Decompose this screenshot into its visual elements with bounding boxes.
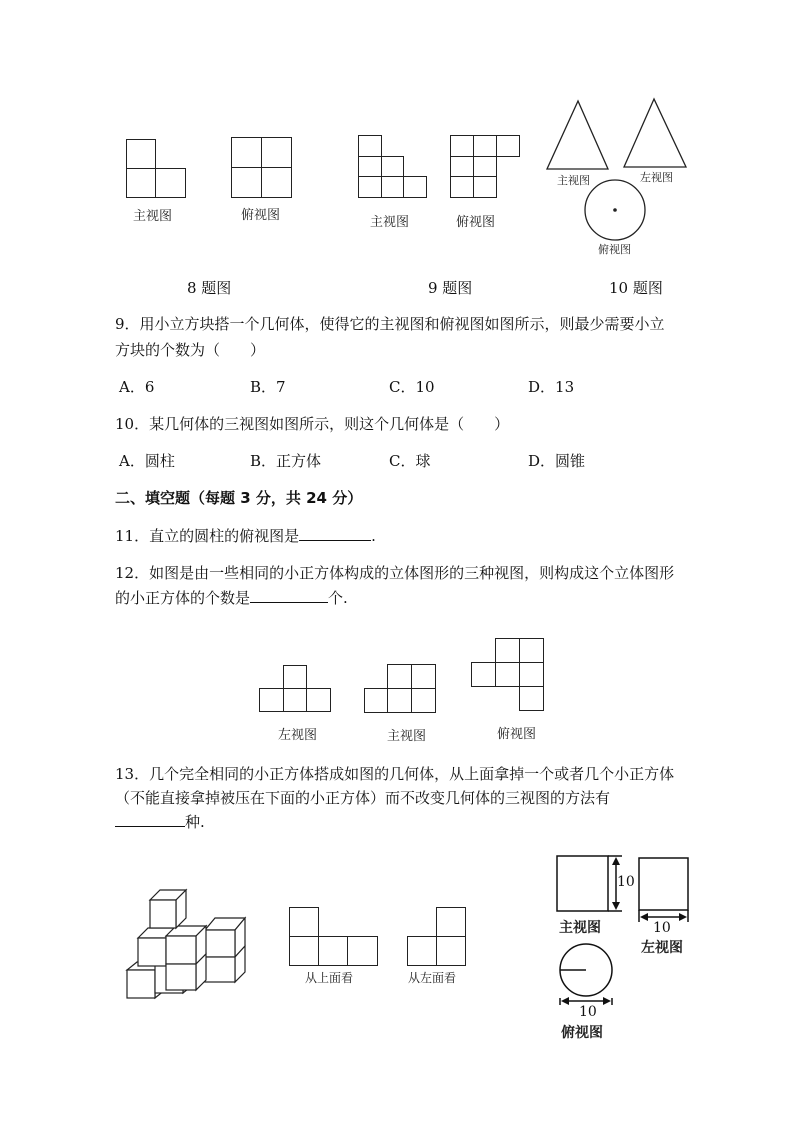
q11-end: . xyxy=(371,527,376,545)
q12-line1: 12．如图是由一些相同的小正方体构成的立体图形的三种视图，则构成这个立体图形 xyxy=(115,564,675,582)
q10-option-c: C．球 xyxy=(389,452,431,470)
q9-option-d: D．13 xyxy=(528,378,575,396)
fig8-front-label: 主视图 xyxy=(133,209,173,224)
q13-line2: （不能直接拿掉被压在下面的小正方体）而不改变几何体的三视图的方法有 xyxy=(115,789,611,807)
fig10-caption: 10 题图 xyxy=(609,279,663,297)
q10-option-d: D．圆锥 xyxy=(528,452,586,470)
fig8-caption: 8 题图 xyxy=(187,279,232,297)
fig13-from-left-label: 从左面看 xyxy=(408,971,457,985)
fig14-top-label: 俯视图 xyxy=(561,1025,603,1041)
q9-line1: 9．用小立方块搭一个几何体，使得它的主视图和俯视图如图所示，则最少需要小立 xyxy=(115,315,665,333)
q13-end: 种. xyxy=(185,813,205,831)
fig12-left-label: 左视图 xyxy=(278,728,318,743)
q12-text: 的小正方体的个数是 xyxy=(115,589,251,607)
q12-end: 个. xyxy=(328,589,348,607)
q13-line1: 13．几个完全相同的小正方体搭成如图的几何体，从上面拿掉一个或者几个小正方体 xyxy=(115,765,675,783)
fig10-top-label: 俯视图 xyxy=(598,243,631,256)
fig9-caption: 9 题图 xyxy=(428,279,473,297)
q9-line2: 方块的个数为（ ） xyxy=(115,341,266,359)
q9-option-c: C．10 xyxy=(389,378,435,396)
fig10-left-label: 左视图 xyxy=(640,171,673,184)
fig9-front-label: 主视图 xyxy=(370,215,410,230)
fig14-front-label: 主视图 xyxy=(559,920,601,936)
fig14-dim-top: 10 xyxy=(579,1004,597,1020)
fig14-dim-vertical: 10 xyxy=(617,874,635,890)
q11-text: 11．直立的圆柱的俯视图是 xyxy=(115,527,300,545)
section-2-title: 二、填空题（每题 3 分，共 24 分） xyxy=(115,489,363,507)
fig9-top-label: 俯视图 xyxy=(456,215,496,230)
fig14-left-rect xyxy=(639,858,688,910)
q9-option-b: B．7 xyxy=(250,378,286,396)
q10-text: 10．某几何体的三视图如图所示，则这个几何体是（ ） xyxy=(115,415,510,433)
fig14-left-label: 左视图 xyxy=(641,940,683,956)
q10-option-a: A．圆柱 xyxy=(119,452,175,470)
fig14-front-square xyxy=(557,856,608,911)
fig10-front-label: 主视图 xyxy=(557,174,590,187)
fig12-top-label: 俯视图 xyxy=(497,727,537,742)
q10-option-b: B．正方体 xyxy=(250,452,322,470)
fig14-dim-left: 10 xyxy=(653,920,671,936)
fig8-top-label: 俯视图 xyxy=(241,208,281,223)
fig12-front-label: 主视图 xyxy=(387,729,427,744)
fig13-from-top-label: 从上面看 xyxy=(305,971,354,985)
q9-option-a: A．6 xyxy=(119,378,155,396)
